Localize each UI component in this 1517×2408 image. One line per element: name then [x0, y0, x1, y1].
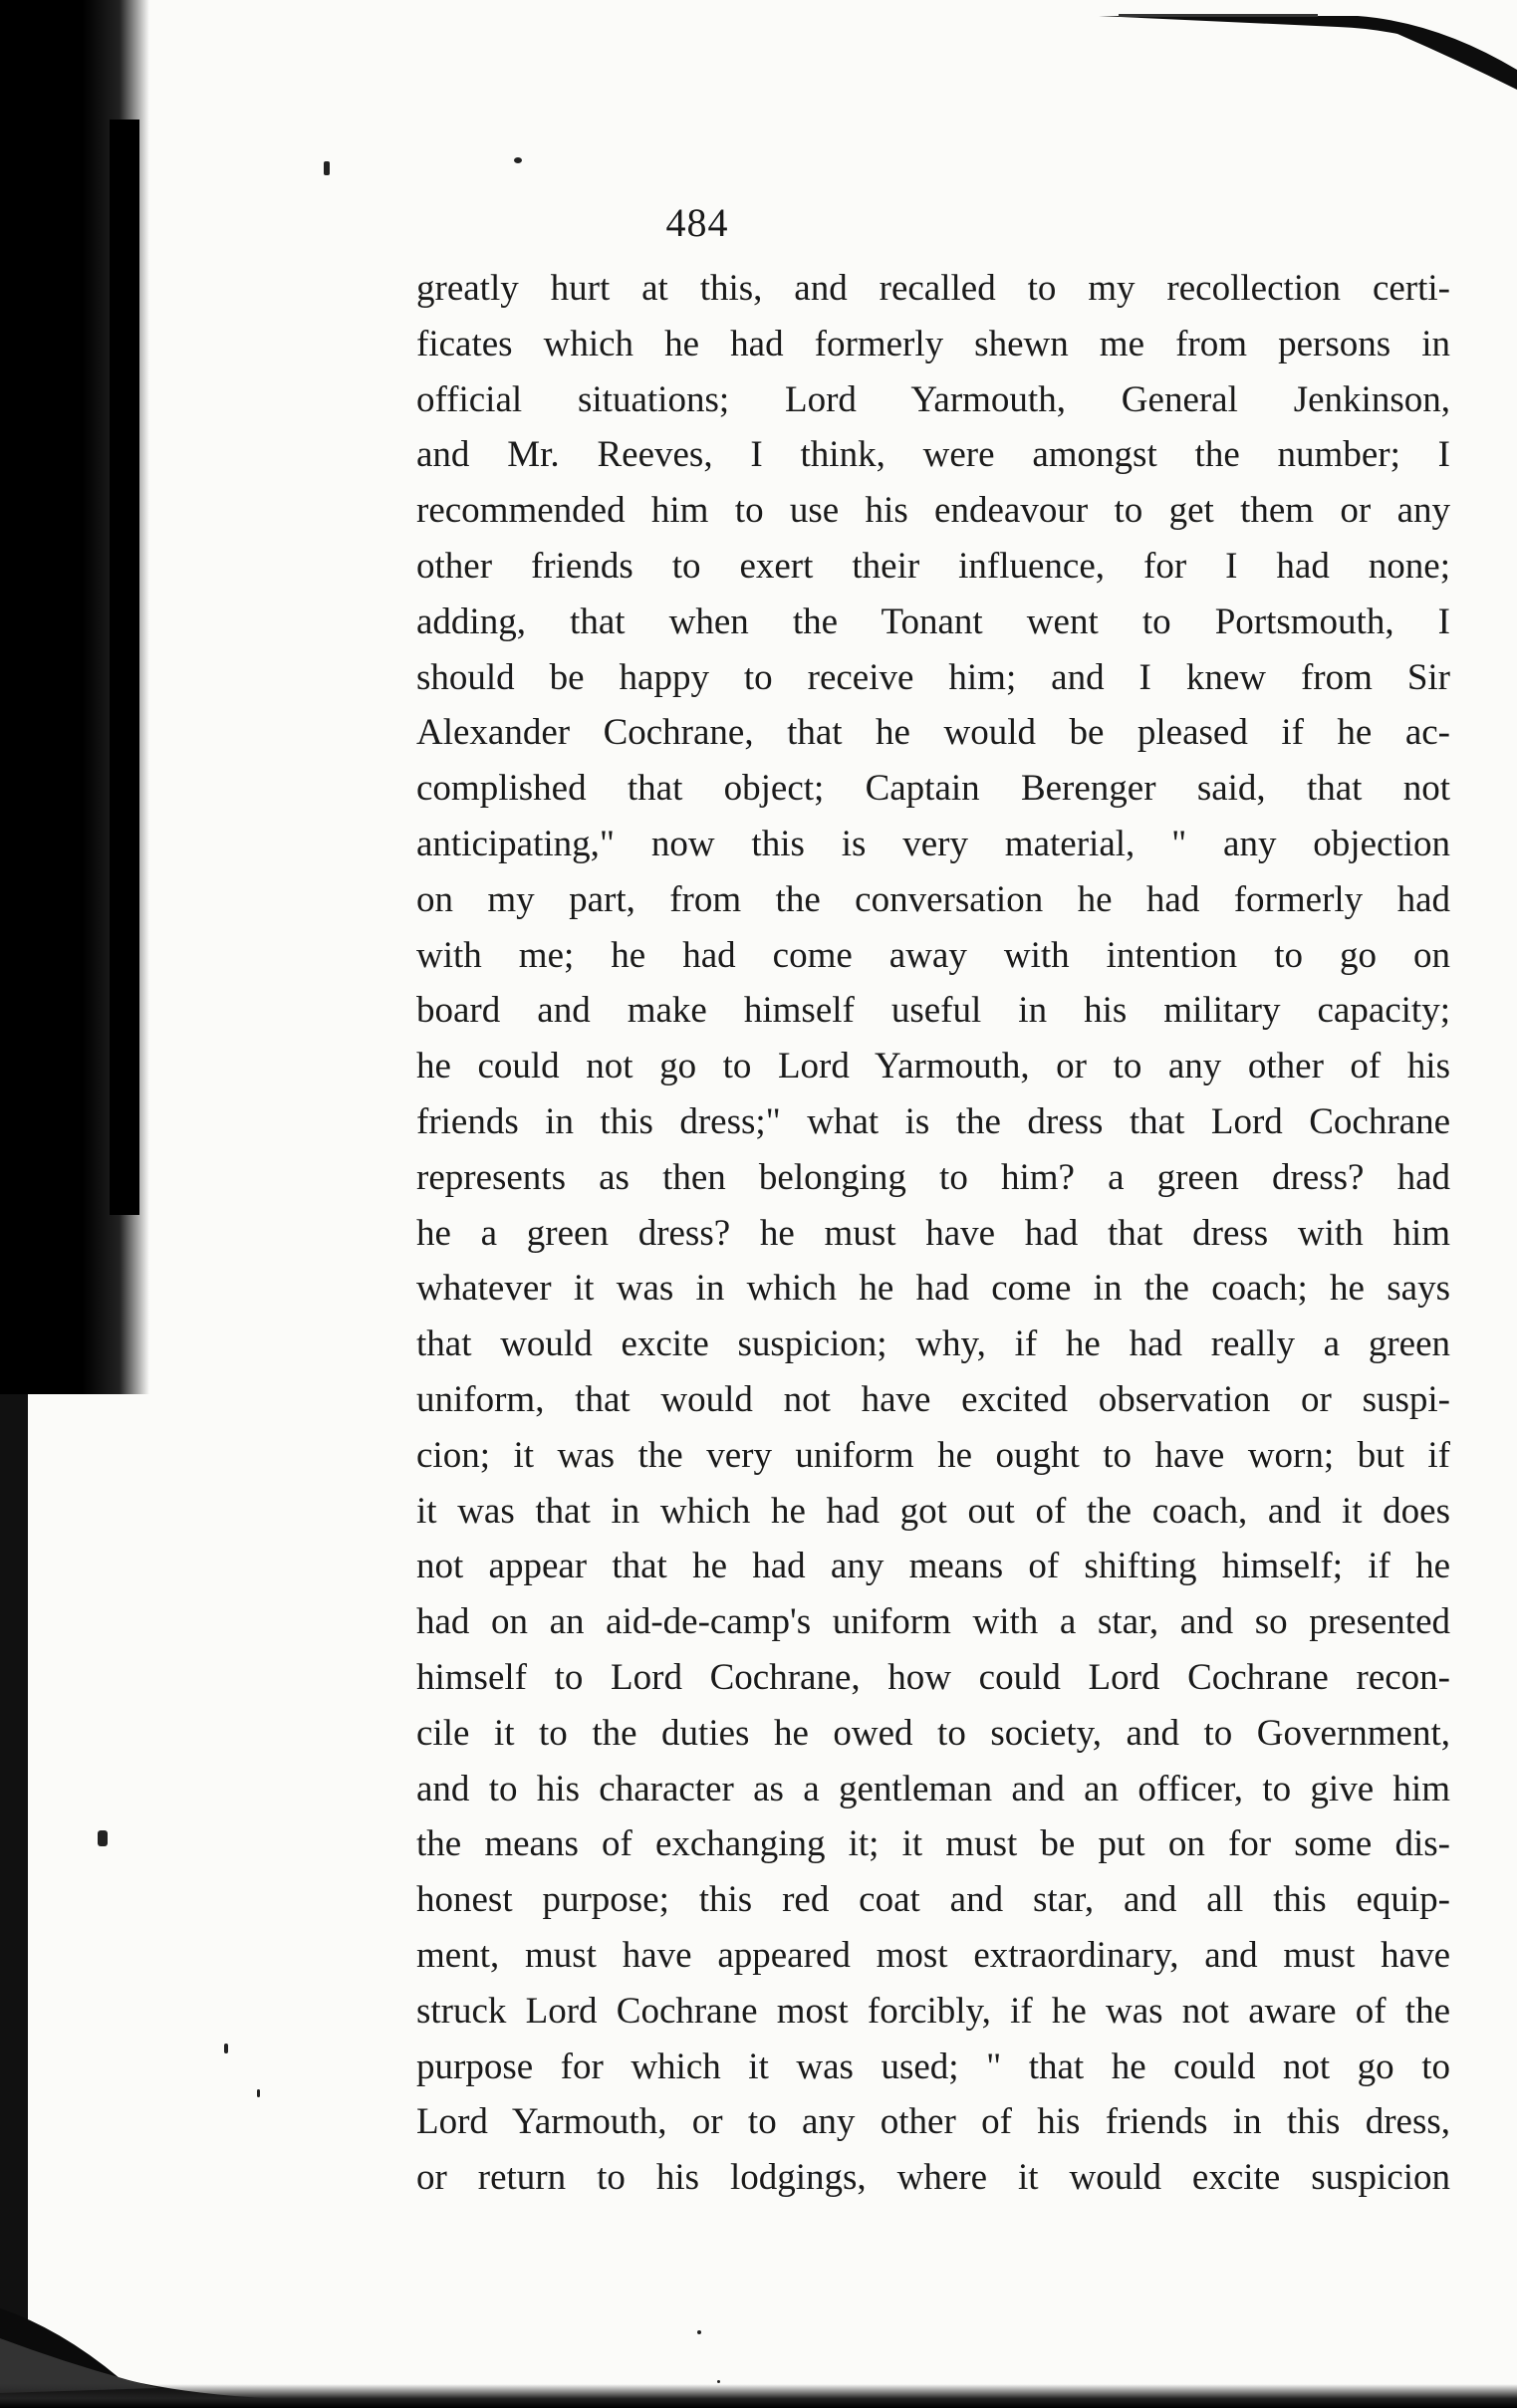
scan-speck — [514, 157, 522, 163]
scan-speck — [257, 2089, 260, 2097]
text-line: struck Lord Cochrane most forcibly, if he was not aware of the — [416, 1990, 1450, 2032]
text-line: Lord Yarmouth, or to any other of his friends in this dress, — [416, 2101, 1450, 2143]
scan-speck — [324, 161, 330, 175]
text-line: had on an aid-de-camp's uniform with a star, and so presented — [416, 1601, 1450, 1643]
text-line: uniform, that would not have excited observation or suspi- — [416, 1378, 1450, 1420]
text-line: the means of exchanging it; it must be put on for some dis- — [416, 1823, 1450, 1865]
text-line: purpose for which it was used; " that he could not go to — [416, 2046, 1450, 2087]
text-line: that would excite suspicion; why, if he had really a green — [416, 1324, 1450, 1365]
text-line: Alexander Cochrane, that he would be pleased if he ac- — [416, 712, 1450, 754]
text-line: on my part, from the conversation he had formerly had — [416, 878, 1450, 920]
text-line: other friends to exert their influence, for I had none; — [416, 545, 1450, 587]
text-line: with me; he had come away with intention to go on — [416, 934, 1450, 976]
text-line: adding, that when the Tonant went to Portsmouth, I — [416, 601, 1450, 642]
text-line: ficates which he had formerly shewn me from persons in — [416, 323, 1450, 364]
text-line: and to his character as a gentleman and an officer, to give him — [416, 1768, 1450, 1809]
text-line: friends in this dress;" what is the dress that Lord Cochrane — [416, 1100, 1450, 1142]
text-line: whatever it was in which he had come in the coach; he says — [416, 1268, 1450, 1310]
text-line: greatly hurt at this, and recalled to my recollection certi- — [416, 268, 1450, 309]
text-line: he could not go to Lord Yarmouth, or to any other of his — [416, 1046, 1450, 1087]
text-line: should be happy to receive him; and I knew from Sir — [416, 656, 1450, 698]
text-line: and Mr. Reeves, I think, were amongst the number; I — [416, 434, 1450, 476]
text-line: not appear that he had any means of shifting himself; if he — [416, 1546, 1450, 1587]
text-line: himself to Lord Cochrane, how could Lord Cochrane recon- — [416, 1656, 1450, 1698]
body-text — [416, 261, 1450, 2206]
scan-speck — [224, 2044, 228, 2053]
scan-speck — [697, 2330, 701, 2334]
text-line: cile it to the duties he owed to society, and to Government, — [416, 1712, 1450, 1754]
text-line: represents as then belonging to him? a green dress? had — [416, 1156, 1450, 1198]
scan-speck — [98, 1830, 108, 1846]
text-line: or return to his lodgings, where it would excite suspicion — [416, 2157, 1450, 2199]
text-line: board and make himself useful in his military capacity; — [416, 990, 1450, 1032]
page-number: 484 — [665, 200, 729, 245]
text-line: anticipating," now this is very material, " any objection — [416, 823, 1450, 864]
text-line: official situations; Lord Yarmouth, General Jenkinson, — [416, 378, 1450, 420]
scan-dark-edge-lower — [0, 1394, 28, 2408]
text-line: it was that in which he had got out of the coach, and it does — [416, 1490, 1450, 1532]
text-line: he a green dress? he must have had that dress with him — [416, 1212, 1450, 1254]
scan-dark-spur — [110, 120, 139, 1215]
scan-shadow-bottom — [0, 2384, 1517, 2408]
text-line: recommended him to use his endeavour to get them or any — [416, 490, 1450, 532]
scan-speck — [717, 2380, 720, 2383]
text-line: cion; it was the very uniform he ought to have worn; but if — [416, 1434, 1450, 1476]
scan-page-curl-top-right — [1099, 0, 1517, 90]
text-line: complished that object; Captain Berenger said, that not — [416, 768, 1450, 810]
text-line: ment, must have appeared most extraordinary, and must have — [416, 1934, 1450, 1976]
text-line: honest purpose; this red coat and star, and all this equip- — [416, 1879, 1450, 1921]
